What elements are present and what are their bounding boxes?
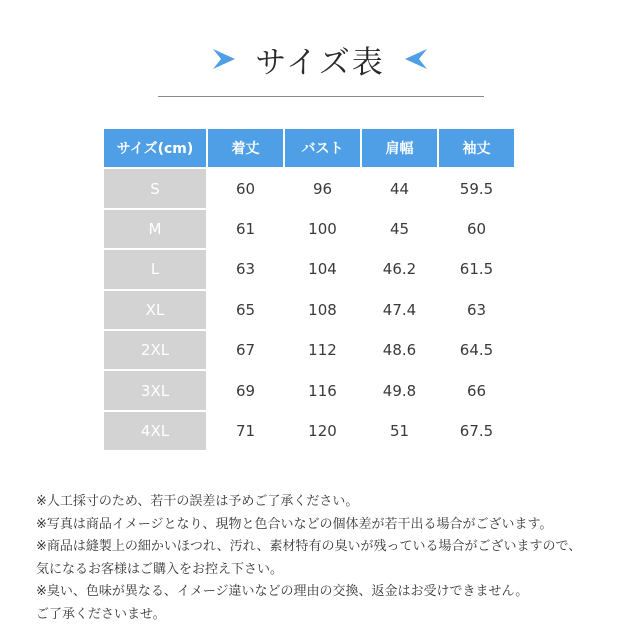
table-cell: 69 bbox=[208, 371, 283, 409]
table-cell: 65 bbox=[208, 291, 283, 329]
table-cell: 67 bbox=[208, 331, 283, 369]
table-cell: 63 bbox=[439, 291, 514, 329]
size-label: 2XL bbox=[104, 331, 206, 369]
size-label: M bbox=[104, 210, 206, 248]
header-sleeve: 袖丈 bbox=[439, 129, 514, 167]
notes bbox=[36, 491, 626, 626]
table-cell: 66 bbox=[439, 371, 514, 409]
table-row bbox=[104, 331, 514, 369]
size-label: 4XL bbox=[104, 412, 206, 450]
table-cell: 47.4 bbox=[362, 291, 437, 329]
header-bust: バスト bbox=[285, 129, 360, 167]
table-cell: 63 bbox=[208, 250, 283, 288]
chevron-right-icon bbox=[209, 46, 239, 72]
table-cell: 60 bbox=[208, 169, 283, 207]
note-line: 気になるお客様はご購入をお控え下さい。 bbox=[36, 561, 284, 577]
size-label: XL bbox=[104, 291, 206, 329]
size-label: S bbox=[104, 169, 206, 207]
table-cell: 51 bbox=[362, 412, 437, 450]
title-row bbox=[0, 34, 640, 84]
chevron-left-icon bbox=[401, 46, 431, 72]
note-line: ※人工採寸のため、若干の誤差は予めご了承ください。 bbox=[36, 494, 359, 509]
table-cell: 120 bbox=[285, 412, 360, 450]
table-row bbox=[104, 169, 514, 207]
table-cell: 48.6 bbox=[362, 331, 437, 369]
table-cell: 96 bbox=[285, 169, 360, 207]
title-divider bbox=[158, 96, 484, 97]
table-cell: 60 bbox=[439, 210, 514, 248]
page-title: サイズ表 bbox=[255, 44, 385, 81]
header-shoulder: 肩幅 bbox=[362, 129, 437, 167]
table-cell: 49.8 bbox=[362, 371, 437, 409]
table-cell: 64.5 bbox=[439, 331, 514, 369]
table-cell: 46.2 bbox=[362, 250, 437, 288]
header-size: サイズ(cm) bbox=[104, 129, 206, 167]
table-cell: 44 bbox=[362, 169, 437, 207]
size-label: L bbox=[104, 250, 206, 288]
table-cell: 61.5 bbox=[439, 250, 514, 288]
size-label: 3XL bbox=[104, 371, 206, 409]
header-length: 着丈 bbox=[208, 129, 283, 167]
table-header-row bbox=[104, 129, 514, 167]
table-cell: 104 bbox=[285, 250, 360, 288]
note-line: ※写真は商品イメージとなり、現物と色合いなどの個体差が若干出る場合がございます。 bbox=[36, 516, 553, 532]
table-row bbox=[104, 412, 514, 450]
note-line: ご了承くださいませ。 bbox=[36, 606, 166, 622]
table-cell: 71 bbox=[208, 412, 283, 450]
table-cell: 112 bbox=[285, 331, 360, 369]
table-row bbox=[104, 210, 514, 248]
table-cell: 67.5 bbox=[439, 412, 514, 450]
table-row bbox=[104, 371, 514, 409]
size-table bbox=[102, 127, 516, 452]
table-row bbox=[104, 291, 514, 329]
table-cell: 116 bbox=[285, 371, 360, 409]
table-cell: 61 bbox=[208, 210, 283, 248]
table-cell: 108 bbox=[285, 291, 360, 329]
table-cell: 59.5 bbox=[439, 169, 514, 207]
table-cell: 100 bbox=[285, 210, 360, 248]
note-line: ※臭い、色味が異なる、イメージ違いなどの理由の交換、返金はお受けできません。 bbox=[36, 584, 529, 599]
note-line: ※商品は縫製上の細かいほつれ、汚れ、素材特有の臭いが残っている場合がございますので、 bbox=[36, 539, 582, 554]
table-row bbox=[104, 250, 514, 288]
table-cell: 45 bbox=[362, 210, 437, 248]
